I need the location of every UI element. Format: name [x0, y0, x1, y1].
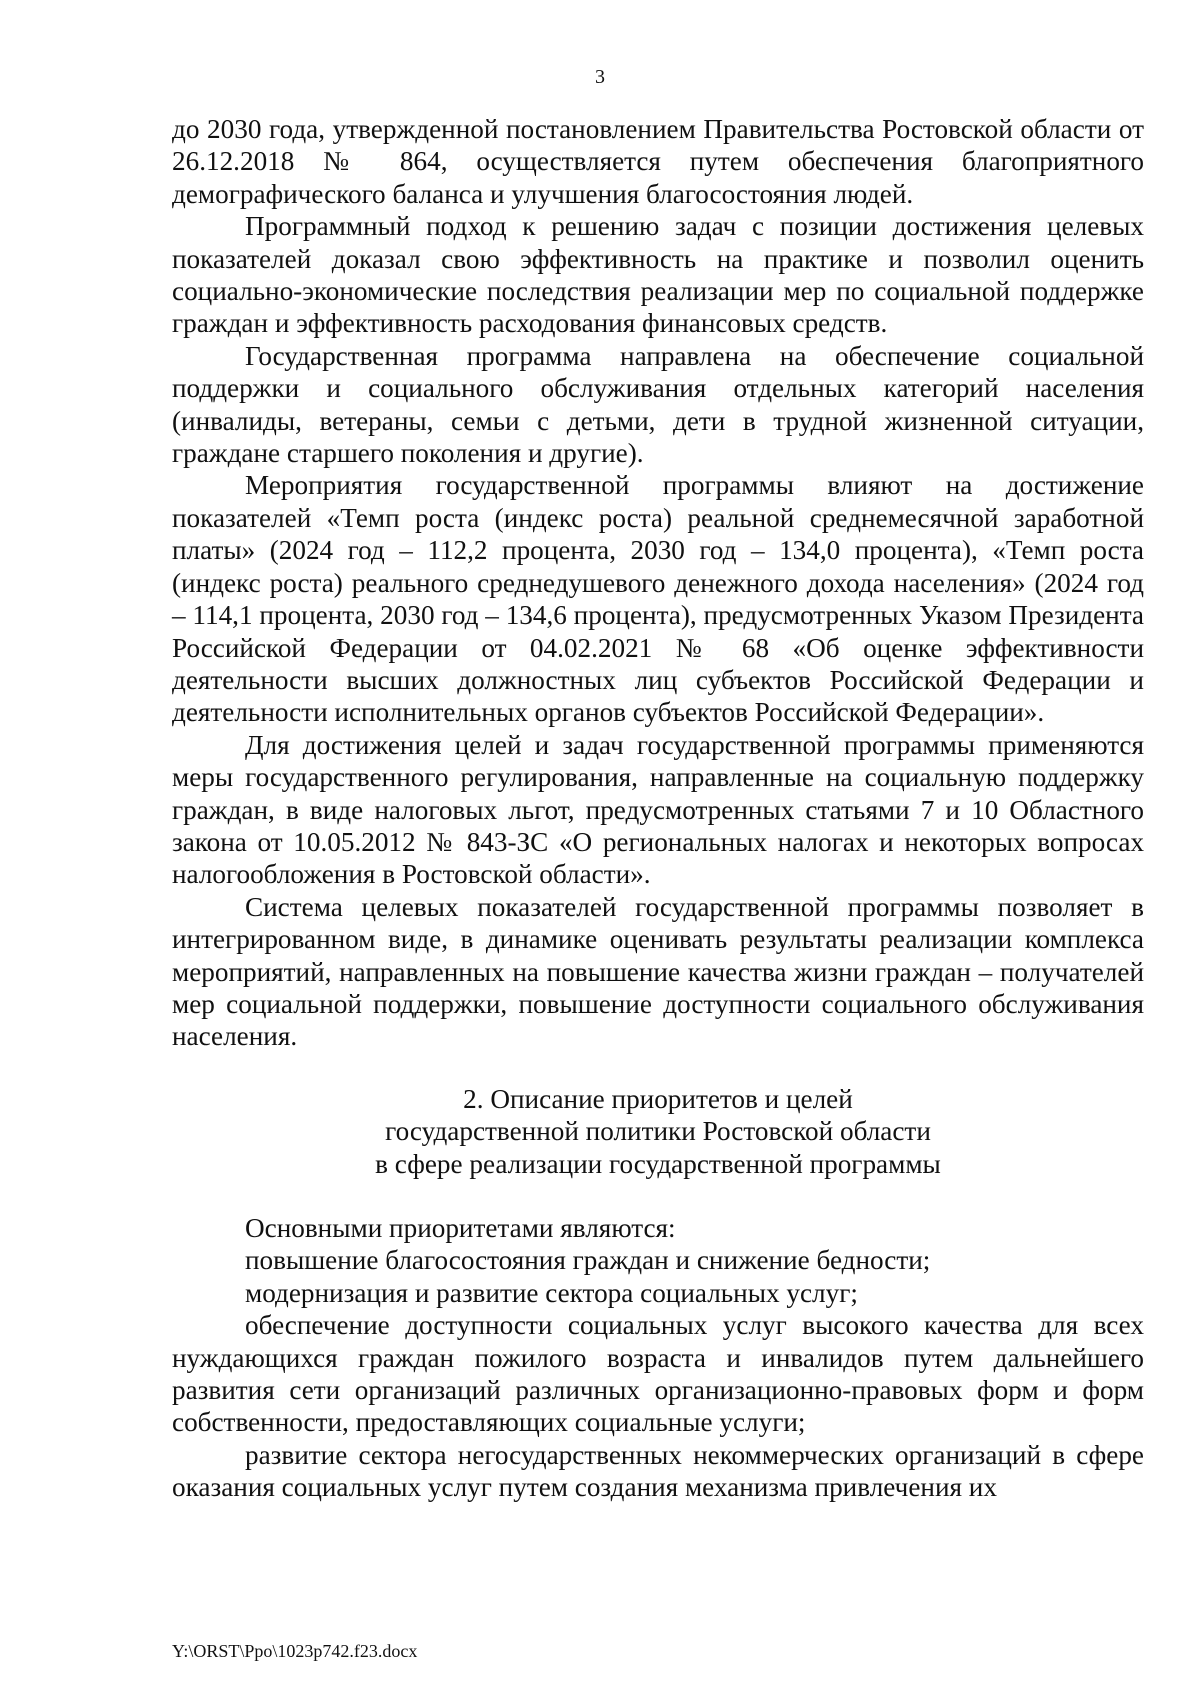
paragraph: Для достижения целей и задач государственной программы применяются меры государственного регулирования, направленные на социальную поддержку граждан, в виде налоговых льгот, предусмотренных статьями 7 и 10 Областного закона от 10.05.2012 № 843-ЗС «О региональных налогах и некоторых вопросах налогообложения в Ростовской области». — [172, 729, 1144, 890]
page-number: 3 — [595, 66, 605, 88]
paragraph: повышение благосостояния граждан и снижение бедности; — [245, 1245, 931, 1276]
paragraph: Программный подход к решению задач с позиции достижения целевых показателей доказал свою эффективность на практике и позволил оценить социально-экономические последствия реализации мер по социальной поддержке граждан и эффективность расходования финансовых средств. — [172, 211, 1144, 339]
paragraph: обеспечение доступности социальных услуг высокого качества для всех нуждающихся граждан пожилого возраста и инвалидов путем дальнейшего развития сети организаций различных организационно-правовых форм и форм собственности, предоставляющих социальные услуги; — [172, 1310, 1144, 1438]
section-heading-line: в сфере реализации государственной программы — [375, 1148, 941, 1179]
paragraph: Мероприятия государственной программы влияют на достижение показателей «Темп роста (индекс роста) реальной среднемесячной заработной платы» (2024 год – 112,2 процента, 2030 год – 134,0 процента), «Темп роста (индекс роста) реального среднедушевого денежного дохода населения» (2024 год – 114,1 процента, 2030 год – 134,6 процента), предусмотренных Указом Президента Российской Федерации от 04.02.2021 № 68 «Об оценке эффективности деятельности высших должностных лиц субъектов Российской Федерации и деятельности исполнительных органов субъектов Российской Федерации». — [172, 470, 1144, 728]
document-body — [172, 113, 1144, 1504]
section-heading-line: 2. Описание приоритетов и целей — [463, 1083, 853, 1114]
footer-file-path: Y:\ORST\Ppo\1023p742.f23.docx — [172, 1641, 418, 1661]
paragraph: Государственная программа направлена на обеспечение социальной поддержки и социального обслуживания отдельных категорий населения (инвалиды, ветераны, семьи с детьми, дети в трудной жизненной ситуации, граждане старшего поколения и другие). — [172, 340, 1144, 469]
section-heading — [172, 1083, 1144, 1180]
paragraph: модернизация и развитие сектора социальных услуг; — [245, 1277, 858, 1308]
section-heading-line: государственной политики Ростовской области — [385, 1116, 931, 1147]
paragraph: развитие сектора негосударственных некоммерческих организаций в сфере оказания социальных услуг путем создания механизма привлечения их — [172, 1439, 1144, 1503]
paragraph: до 2030 года, утвержденной постановлением Правительства Ростовской области от 26.12.2018 № 864, осуществляется путем обеспечения благоприятного демографического баланса и улучшения благосостояния людей. — [172, 114, 1144, 209]
paragraph: Система целевых показателей государственной программы позволяет в интегрированном виде, в динамике оценивать результаты реализации комплекса мероприятий, направленных на повышение качества жизни граждан – получателей мер социальной поддержки, повышение доступности социального обслуживания населения. — [172, 891, 1144, 1052]
paragraph: Основными приоритетами являются: — [245, 1213, 676, 1243]
